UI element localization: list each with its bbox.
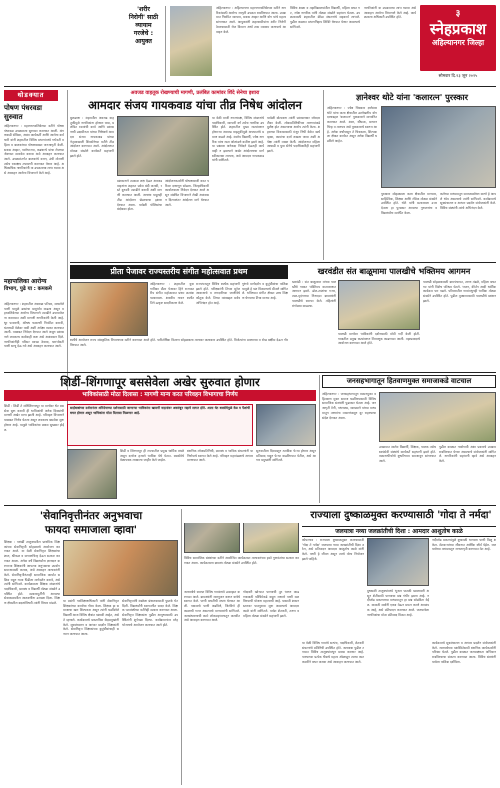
drought-headline: राज्याला दुष्काळमुक्त करण्यासाठी 'गोदा ते नर्मदा': [184, 509, 496, 523]
lead-kicker: अवजड वाहतूक रोखण्याची मागणी, प्रलंबित कामांवर शिंदे सेनेचा इशारा: [130, 90, 260, 96]
lead-col-2: प्रशासनाने तत्काळ लक्ष देऊन अवजड वाहनांना शहरात प्रवेश बंदी करावी, रस्ते दुरुस्ती तातडीने करावी अशी मागणी करण्यात आली. अन्यथा याहूनही तीव्र आंदोलन छेडण्याचा इशारा देण्यात आला. यावेळी पोलिसांचा बंदोबस्त होता.: [117, 179, 162, 212]
retire-headline-1: 'सेवानिवृत्तीनंतर अनुभवाचा: [39, 510, 143, 522]
teaser-line-5: आयुक्त: [135, 38, 152, 45]
sidebar-mid-title: महापालिका आरोग्य: [4, 278, 47, 285]
palkhi-col-2: पालखी मार्गावर भाविकांनी दर्शनासाठी मोठी गर्दी केली होती. गावातील प्रमुख रस्त्यांवरून मिरवणूक काढण्यात आली. महाप्रसादाचे आयोजन करण्यात आले होते.: [338, 332, 420, 346]
retire-headline-2: फायदा समाजाला व्हावा': [44, 524, 138, 536]
bus-headline: शिर्डी–शिंगणापूर बससेवेला अखेर सुरुवात होणार: [60, 375, 260, 389]
issue-number: ३: [455, 9, 461, 19]
teaser-text-3: नागरिकांनी या उपक्रमाचा लाभ घ्यावा असे आवाहन आरोग्य विभागाने केले आहे. कार्यक्रमाला अधिकारी उपस्थित होते.: [364, 6, 416, 20]
lead-col-4: या वेळी माजी नगराध्यक्ष, विविध संघटनांचे पदाधिकारी, व्यापारी वर्ग तसेच नागरिक उपस्थित होते. शहरातील मुख्य रस्त्यांवरून होणाऱ्या अवजड वाहतुकीमुळे अपघातांचे प्रमाण वाढले आहे. शालेय विद्यार्थी, ज्येष्ठ नागरिक यांना रस्ता ओलांडणे कठीण झाले आहे. या प्रश्नावर अनेकदा निवेदने देऊनही कार्यवाही न झाल्याने अखेर आंदोलनाचा मार्ग स्वीकारावा लागला, असे आमदार गायकवाड यांनी सांगितले.: [212, 116, 264, 163]
bus-col-2: शिर्डी व शिंगणापूर ही राज्यातील प्रमुख धार्मिक स्थळे असून दररोज हजारो भाविक येथे येतात. बससेवेचे वेळापत्रक लवकरच जाहीर केले जाईल.: [120, 449, 184, 463]
music-photo: [70, 282, 148, 336]
retire-photo: [63, 540, 178, 596]
right-top-col-2: पुरस्कार सोहळ्याला कला क्षेत्रातील मान्यवर, साहित्यिक, शिक्षक आणि रसिक मोठ्या संख्येने उपस्थित होते. थोटे यांनी सत्काराला उत्तर देताना हा पुरस्कार आपल्या गुरुजनांना व विद्यार्थ्यांना समर्पित केला.: [381, 192, 437, 215]
palkhi-col-1: खरवंडी : संत बाळूमामा यांच्या पालखीचे गावात भक्तिमय वातावरणात आगमन झाले. ढोल-ताशांचा गजर, टाळ-मृदंगाच्या निनादात ग्रामस्थांनी पालखीचे स्वागत केले. महिलांनी रांगोळ्या काढल्या.: [292, 280, 336, 308]
lead-col-1: बुलढाणा : शहरातील अवजड वाहतुकीमुळे नागरिकांना होणारा त्रास, प्रलंबित रस्त्यांची कामे आणि प्रशासनाची उदासीनता यांच्या निषेधार्थ आमदार संजय गायकवाड यांच्या नेतृत्वाखाली शिवसेनेच्या वतीने तीव्र आंदोलन करण्यात आले. आंदोलनात मोठ्या संख्येने कार्यकर्ते सहभागी झाले होते.: [70, 116, 114, 158]
music-col-3: गुरूंचे मार्गदर्शन व कुटुंबीयांचा पाठिंबा यामुळे हे यश मिळाल्याचे प्रीताने सांगितले. भविष्यात संगीत क्षेत्रात उच्च शिक्षण घेण्याचा तिचा मानस आहे.: [242, 282, 288, 301]
music-col-1: अहिल्यानगर : शहरातील युवा गायिका प्रीता पेजावर हिने राज्यस्तरीय संगीत महोत्सवात प्रथम क्रमांक पटकावला. शास्त्रीय गायन स्पर्धेत तिने उत्कृष्ट सादरीकरण केले.: [150, 282, 194, 305]
bus-col-4: सुरुवातीला दिवसातून ठराविक फेऱ्या होणार असून प्रतिसाद पाहून फेऱ्या वाढविण्यात येतील, असे आगार प्रमुखांनी सांगितले.: [256, 449, 316, 463]
retire-col-2: या प्रसंगी गटशिक्षणाधिकारी यांनी सेवानिवृत्त शिक्षकांच्या कार्याचा गौरव केला. शिक्षक हा समाजाचा खरा शिल्पकार असून त्यांनी घडविलेले विद्यार्थी आज विविध क्षेत्रांत यशस्वी आहेत, असे ते म्हणाले. कार्यक्रमाचे प्रास्ताविक केंद्रप्रमुखांनी केले. सूत्रसंचालन व आभार प्रदर्शन शिक्षकांनी केले. सेवानिवृत्त शिक्षकांच्या कुटुंबीयांचाही सन्मान करण्यात आला.: [63, 599, 119, 636]
sidebar-text-1: अहिल्यानगर : महानगरपालिकेच्या वतीने पोषण पंधरवडा उपक्रमाला सुरुवात करण्यात आली. अंगणवाडी सेविका, आशा कार्यकर्ती आणि आरोग्य कर्मचारी यांनी शहरातील विविध प्रभागांमध्ये गर्भवती महिला व बालकांच्या पोषणाबाबत जनजागृती केली. सकस आहार, पालेभाज्या, कडधान्ये यांचा रोजच्या जेवणात समावेश करावा असे आवाहन करण्यात आले. उपक्रमांतर्गत बालकांचे वजन, उंची मोजणी तसेच रक्तक्षय तपासणी करण्यात येणार आहे. अधिकाधिक नागरिकांनी या उपक्रमाचा लाभ घ्यावा असे आवाहन आरोग्य विभागाने केले आहे.: [4, 124, 64, 176]
janaseva-col-3: पुढील काळात गावोगावी अशा प्रकारचे उपक्रम राबविण्यात येणार असल्याचे संयोजकांनी सांगितले. नागरिकांनी सहभागी व्हावे असे आवाहन केले.: [439, 445, 496, 464]
teaser-text: अहिल्यानगर : अहिल्यानगर महानगरपालिकेच्या वतीने नागरिकांसाठी आरोग्य जागृती उपक्रम राबविण्यात आला. उपक्रमात नियमित व्यायाम, सकस आहार आणि योग यांचे महत्त्व सांगण्यात आले. आयुक्तांनी शहरवासीयांना शरीर निरोगी ठेवण्यासाठी रोज किमान अर्धा तास व्यायाम करण्याचे आवाहन केले.: [216, 6, 286, 34]
sidebar-head-2: सुरुवात: [4, 113, 23, 121]
janaseva-col-1: अहिल्यानगर : जनसहभागातून व्यसनमुक्त व हितवाण मुक्त समाज घडविण्यासाठी विविध सामाजिक संस्थांनी पुढाकार घेतला आहे. जनजागृती रॅली, पथनाट्य, व्याख्याने यांच्या माध्यमातून तरुणांना व्यसनांपासून दूर राहण्याचा संदेश देण्यात आला.: [322, 392, 376, 420]
music-col-4: स्पर्धेचे आयोजन राज्य सांस्कृतिक विभागाच्या वतीने करण्यात आले होते. पारितोषिक वितरण सोहळ्याला मान्यवर कलाकार उपस्थित होते. विजेत्यांना प्रमाणपत्र व रोख बक्षीस देऊन गौरविण्यात आले.: [70, 338, 288, 347]
teaser-line-1: 'शरीर: [137, 6, 150, 13]
music-col-2: राज्यभरातून विविध स्पर्धक सहभागी झाले होते. परीक्षकांनी तिच्या सुरेल आवाजाचे व रागदारीच्या जाणीवेचे कौतुक केले. तिच्या यशाबद्दल सर्वत्र अभिनंदन होत आहे.: [196, 282, 240, 305]
drought-col-1: कोपरगाव : राज्याला दुष्काळमुक्त करण्यासाठी 'गोदा ते नर्मदा' जलयात्रा नव्या जलक्रांतीची दिशा ठरेल, असे प्रतिपादन आमदार आशुतोष काळे यांनी केले. पाणी हे जीवन असून त्याचे योग्य नियोजन झाले पाहिजे.: [302, 538, 364, 561]
date-line: सोमवार दि.२३ जून २०२५: [438, 73, 478, 78]
teaser-line-3: व्यायाम: [135, 22, 152, 29]
right-top-col-1: अहिल्यानगर : ज्येष्ठ चित्रकार ज्ञानेश्वर थोटे यांना कला क्षेत्रातील उल्लेखनीय योगदानाबद्दल 'कलारत्न' पुरस्काराने सन्मानित करण्यात आले. शाल, श्रीफळ, सन्मानचिन्ह व मानपत्र असे पुरस्काराचे स्वरूप आहे. अनेक वर्षांपासून ते चित्रकला, शिल्पकला क्षेत्रात कार्यरत असून अनेक विद्यार्थी घडविले आहेत.: [327, 106, 377, 143]
section-rule-1: [70, 262, 496, 263]
teaser-text-2: विविध शाळा व महाविद्यालयांतील विद्यार्थी, महिला बचत गट, ज्येष्ठ नागरिक यांनी मोठ्या संख्येने सहभाग घेतला. उपक्रमासाठी शहरातील क्रीडा संघटनांचे सहकार्य लाभले. पुढील काळात प्रभागनिहाय शिबिरे घेण्यात येणार असल्याचे सांगितले.: [290, 6, 360, 29]
section-rule-3: [4, 505, 496, 506]
drought-col-2: नदीजोड प्रकल्पांमुळे दुष्काळी भागाला पाणी मिळू शकेल. शेतकऱ्यांच्या जीवनात आर्थिक स्थैर्य येईल. जलयात्रेच्या माध्यमातून जनजागृती करण्यात येत आहे.: [432, 538, 496, 552]
drought-sub: जलयात्रा नव्या जलक्रांतीची दिशा : आमदार आशुतोष काळे: [302, 526, 496, 537]
teaser-photo: [170, 6, 212, 76]
lead-photo: [117, 116, 209, 176]
lead-col-3: आंदोलनकर्त्यांनी घोषणाबाजी करत परिसर दणाणून सोडला. जिल्हाधिकारी कार्यालयाला निवेदन देण्यात आले असून संबंधित विभागाने लेखी आश्वासन दिल्यानंतर आंदोलन मागे घेण्यात आले.: [165, 179, 209, 207]
retire-col-1: शिक्षक : पाथर्डी तालुक्यातील प्राथमिक शिक्षकांच्या सेवानिवृत्ती सोहळ्याचे आयोजन करण्यात आले. या वेळी सेवानिवृत्त शिक्षकांचा शाल, श्रीफळ व सन्मानचिन्ह देऊन सत्कार करण्यात आला. अनेक वर्षे विद्यार्थ्यांना ज्ञानदान करणाऱ्या शिक्षकांनी आपल्या अनुभवाचा उपयोग समाजासाठी करावा, असे आवाहन मान्यवरांनी केले. सेवानिवृत्तीनंतरही सामाजिक कार्यात सक्रिय राहून नव्या पिढीला मार्गदर्शन करावे, असे त्यांनी सांगितले. कार्यक्रमाला शिक्षक संघटनांचे पदाधिकारी, ग्रामस्थ व विद्यार्थी मोठ्या संख्येने उपस्थित होते. सत्कारमूर्तींनी आपल्या सेवाकाळातील आठवणींना उजाळा दिला. शिक्षण क्षेत्रातील बदलांविषयी त्यांनी विचार मांडले.: [4, 540, 60, 606]
bus-col-3: स्थानिक लोकप्रतिनिधी, ग्रामस्थ व भाविक संघटनांनी या निर्णयाचे स्वागत केले आहे. परिवहन महामंडळाचे आभार मानण्यात आले.: [187, 449, 253, 463]
palkhi-photo: [338, 280, 420, 330]
masthead-title: स्नेहप्रकाश: [429, 20, 487, 39]
right-top-photo: [381, 106, 496, 188]
janaseva-col-2: उपक्रमात शालेय विद्यार्थी, शिक्षक, पालक तसेच स्वयंसेवी संस्थांचे कार्यकर्ते सहभागी झाले होते. व्यसनाधीनतेचे दुष्परिणाम समजावून सांगण्यात आले.: [379, 445, 436, 464]
section-rule-2: [4, 372, 496, 373]
teaser-line-4: गरजेचे :: [133, 30, 154, 37]
drought-col-5: या वेळी विविध गावांचे सरपंच, पदाधिकारी, शेतकरी संघटनांचे प्रतिनिधी उपस्थित होते. जलयात्रा पुढील टप्प्यात विविध तालुक्यांमधून प्रवास करणार आहे. पाण्याच्या प्रत्येक थेंबाचे महत्त्व ओळखून त्याचा काटकसरीने वापर करावा असे आवाहन करण्यात आले.: [302, 641, 364, 664]
sidebar-mid-sub: विभाग, पुढे या : कमकमे: [4, 286, 52, 292]
palkhi-headline: खरवंडीत संत बाळूमामा पालखीचे भक्तिमय आगमन: [317, 266, 471, 276]
teaser-line-2: निरोगी' साठी: [128, 14, 159, 21]
drought-col-4: गोदावरी खोऱ्यात पाण्याची तूट भरून काढण्यासाठी पश्चिमेकडे वाहून जाणारे पाणी वळविण्याची योजना महत्त्वाची आहे. यासाठी शासनस्तरावर पाठपुरावा सुरू असल्याचे आमदार काळे यांनी सांगितले. यात्रेत शेतकरी, तरुण व महिला मोठ्या संख्येने सहभागी झाले.: [243, 590, 299, 618]
sidebar-head-1: पोषण पंधरवडा: [4, 104, 42, 112]
drought-col-6: दुष्काळी तालुक्यांमध्ये भूजल पातळी खालावली असून शेतीसाठी पाण्याचा प्रश्न गंभीर झाला आहे. नदीजोड प्रकल्पाच्या माध्यमातून हा प्रश्न सोडविता येईल. यासाठी सर्वांनी एकत्र येऊन प्रयत्न करणे आवश्यक आहे, असे प्रतिपादन करण्यात आले. जलयात्रेला नागरिकांचा मोठा प्रतिसाद मिळत आहे.: [367, 589, 429, 617]
bus-col-1: शिर्डी : शिर्डी ते शनिशिंगणापूर या मार्गावर थेट बससेवा सुरू करावी ही भाविकांची अनेक दिवसांची मागणी अखेर मान्य झाली आहे. परिवहन विभागाने याबाबत निर्णय घेतला असून लवकरच बससेवा सुरू होणार आहे. यामुळे भाविकांचा प्रवास सुखकर होईल.: [4, 404, 64, 432]
music-headline: प्रीता पेजावर राज्यस्तरीय संगीत महोत्सवात प्रथम: [110, 267, 248, 276]
drought-col-3: जलयात्रेचे स्वागत विविध गावांमध्ये उत्साहात करण्यात आले. ग्रामस्थांनी जलपूजन करून यात्रेचे स्वागत केले. पाणी बचतीची शपथ घेण्यात आली. पावसाचे पाणी अडविणे, जिरविणे ही काळाची गरज असल्याचे मान्यवरांनी सांगितले. जलसंधारणाची कामे लोकसहभागातून करावीत असे आवाहन करण्यात आले.: [184, 590, 240, 623]
masthead-banner: [420, 5, 496, 71]
bus-quote-text: साईबाबांच्या दर्शनानंतर शनिदेवाच्या दर्शनासाठी जाणाऱ्या भाविकांना खासगी वाहनांवर अवलंबून राहावे लागत होते. आता थेट बससेवेमुळे वेळ व पैशांची बचत होणार असून भाविकांना मोठा दिलासा मिळणार आहे.: [70, 406, 250, 415]
janaseva-photo: [379, 392, 496, 442]
top-teaser-box: [122, 6, 166, 82]
right-col-divider: [323, 90, 324, 260]
masthead-subtitle: अहिल्यानगर जिल्हा: [431, 38, 485, 48]
right-top-col-3: कलेच्या माध्यमातून समाजप्रबोधन करणे हे आपले ध्येय असल्याचे त्यांनी सांगितले. कार्यक्रमाचे सूत्रसंचालन व आभार प्रदर्शन संयोजकांनी केले. विविध संस्थांनी त्यांचे अभिनंदन केले.: [440, 192, 496, 211]
masthead-rule: [4, 86, 496, 87]
bus-subheadline: भाविकांसाठी मोठा दिलासा : मागणी मान्य करत परिवहन विभागाचा निर्णय: [4, 390, 316, 401]
janaseva-divider: [319, 375, 320, 503]
sidebar-text-2: अहिल्यानगर : शहरातील अस्वच्छ परिसर, साचलेले पाणी यामुळे डासांचा प्रादुर्भाव वाढला असून महापालिकेच्या आरोग्य विभागाने तातडीने उपाययोजना कराव्यात अशी मागणी नागरिकांनी केली आहे. धूर फवारणी, औषध फवारणी नियमित करावी, घंटागाडी वेळेवर यावी अशी अपेक्षा व्यक्त करण्यात आली. याबाबत निवेदन देण्यात आले असून प्रशासनाने लवकरच कार्यवाही करू असे आश्वासन दिले. नागरिकांनीही परिसर स्वच्छ ठेवावा, घराभोवती पाणी साचू देऊ नये असे आवाहन करण्यात आले.: [4, 302, 64, 349]
bus-photo-2: [256, 404, 316, 446]
drought-photo-1: [367, 538, 429, 586]
bus-photo-1: [67, 449, 117, 499]
janaseva-headline: जनसहभागातून हितवाणमुक्त समाजाकडे वाटचाल: [346, 377, 472, 385]
brief-tag: थोडक्यात: [4, 90, 58, 101]
lead-col-5: यावेळी बोलताना त्यांनी प्रशासनावर जोरदार टीका केली. लोकप्रतिनिधींच्या मागण्यांकडे दुर्लक्ष होत असल्याचा आरोप त्यांनी केला. शहराच्या विकासासाठी मंजूर निधी वेळेत खर्च व्हावा, कामांचा दर्जा राखला जावा अशी अपेक्षा त्यांनी व्यक्त केली. आंदोलनात महिला आघाडी व युवा सेनेचे पदाधिकारीही सहभागी झाले.: [267, 116, 320, 153]
retire-divider: [181, 509, 182, 785]
retire-col-3: सेवानिवृत्तांनी शाळेला ग्रंथालयासाठी पुस्तके भेट दिली. विद्यार्थ्यांनी स्वागतगीत सादर केले. शिक्षक पतसंस्थेच्या वतीनेही सत्कार करण्यात आला. सेवानिवृत्त शिक्षकांना पुढील आयुष्यासाठी उपस्थितांनी शुभेच्छा दिल्या. कार्यक्रमानंतर स्नेहभोजनाचे आयोजन करण्यात आले होते.: [122, 599, 178, 627]
lead-headline: आमदार संजय गायकवाड यांचा तीव्र निषेध आंदोलन: [88, 98, 302, 112]
right-top-headline: ज्ञानेश्वर थोटे यांना 'कलारत्न' पुरस्कार: [355, 92, 469, 102]
event-text: विविध सामाजिक संस्थांच्या वतीने आयोजित कार्यक्रमात मान्यवरांच्या हस्ते गुणवंतांचा सत्कार करण्यात आला. कार्यक्रमाला ग्रामस्थ मोठ्या संख्येने उपस्थित होते.: [184, 556, 299, 565]
drought-col-7: कार्यक्रमाचे सूत्रसंचालन व आभार प्रदर्शन संयोजकांनी केले. जलयात्रेच्या यशस्वितेसाठी स्थानिक कार्यकर्त्यांनी परिश्रम घेतले. पुढील काळात जलसाक्षरता अभियान राबविण्याचा संकल्प करण्यात आला. विविध संस्थांनी यात्रेला पाठिंबा दर्शविला.: [432, 641, 496, 664]
palkhi-col-3: पालखी सोहळ्यासाठी ग्रामपंचायत, तरुण मंडळे, महिला बचत गट यांनी विशेष परिश्रम घेतले. भजन, कीर्तन आदी धार्मिक कार्यक्रम पार पडले. परिसरातील गावांमधूनही भाविक मोठ्या संख्येने उपस्थित होते. पुढील मुक्कामासाठी पालखीचे प्रस्थान झाले.: [423, 280, 496, 303]
